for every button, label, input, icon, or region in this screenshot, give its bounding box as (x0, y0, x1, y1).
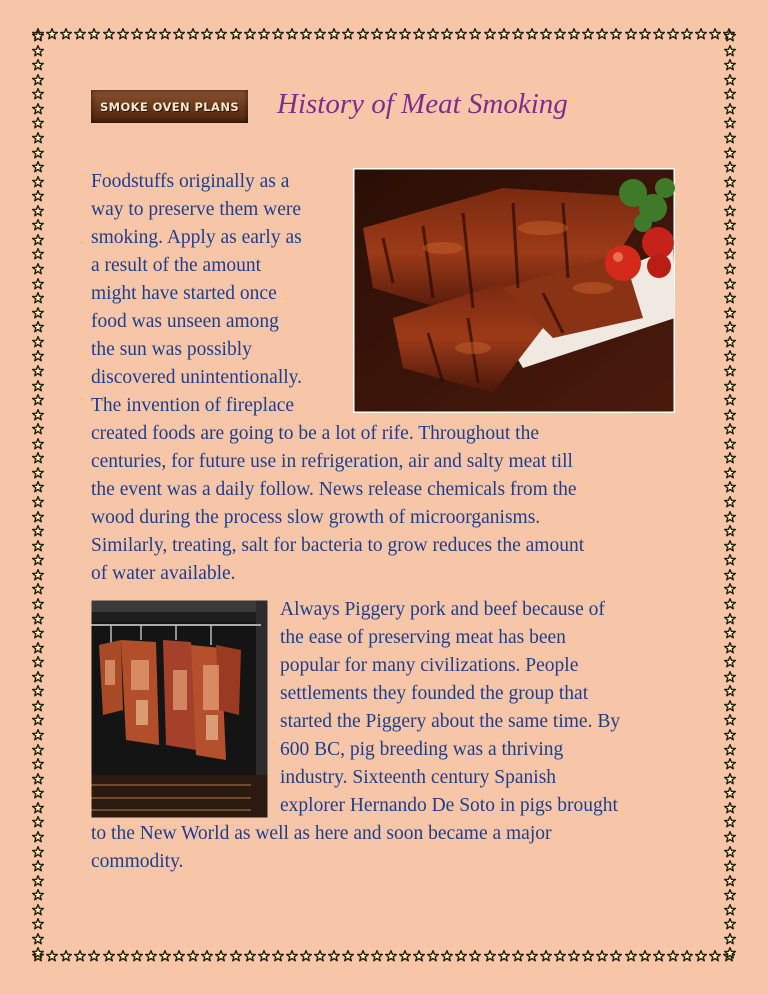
star-icon (484, 28, 496, 40)
star-icon (724, 700, 736, 712)
star-icon (724, 88, 736, 100)
star-icon (724, 554, 736, 566)
text-line: created foods are going to be a lot of rife. Throughout the (91, 423, 539, 444)
text-line: to the New World as well as here and soon became a major (91, 823, 552, 844)
star-icon (32, 88, 44, 100)
star-icon (32, 380, 44, 392)
star-icon (117, 28, 129, 40)
star-icon (427, 950, 439, 962)
star-icon (724, 467, 736, 479)
logo (91, 90, 248, 123)
star-icon (512, 28, 524, 40)
star-icon (399, 28, 411, 40)
star-icon (32, 103, 44, 115)
star-icon (724, 161, 736, 173)
star-icon (32, 292, 44, 304)
star-icon (32, 496, 44, 508)
star-icon (32, 714, 44, 726)
star-icon (88, 950, 100, 962)
star-icon (258, 950, 270, 962)
star-icon (32, 569, 44, 581)
star-icon (32, 59, 44, 71)
star-icon (724, 117, 736, 129)
star-icon (709, 28, 721, 40)
star-icon (244, 28, 256, 40)
text-line: a result of the amount (91, 255, 262, 276)
star-icon (526, 950, 538, 962)
star-icon (230, 28, 242, 40)
star-icon (610, 950, 622, 962)
star-icon (724, 613, 736, 625)
star-icon (145, 950, 157, 962)
text-line: might have started once (91, 283, 277, 304)
star-icon (32, 394, 44, 406)
star-icon (724, 671, 736, 683)
star-icon (32, 234, 44, 246)
star-icon (554, 950, 566, 962)
star-icon (32, 511, 44, 523)
star-icon (653, 28, 665, 40)
text-line: discovered unintentionally. (91, 367, 303, 388)
star-icon (32, 350, 44, 362)
star-icon (32, 773, 44, 785)
text-line: smoking. Apply as early as (91, 227, 302, 248)
star-icon (596, 950, 608, 962)
star-icon (724, 918, 736, 930)
star-icon (724, 685, 736, 697)
star-icon (32, 307, 44, 319)
star-icon (610, 28, 622, 40)
star-icon (187, 950, 199, 962)
star-icon (724, 59, 736, 71)
text-line: the sun was possibly (91, 339, 252, 360)
star-icon (159, 28, 171, 40)
star-icon (32, 365, 44, 377)
star-icon (724, 758, 736, 770)
star-icon (441, 950, 453, 962)
star-icon (32, 525, 44, 537)
star-icon (540, 28, 552, 40)
text-line: Foodstuffs originally as a (91, 171, 290, 192)
star-icon (60, 28, 72, 40)
star-icon (540, 950, 552, 962)
star-icon (32, 758, 44, 770)
star-icon (484, 950, 496, 962)
text-line: settlements they founded the group that (280, 683, 589, 704)
star-icon (32, 729, 44, 741)
star-icon (724, 904, 736, 916)
star-icon (724, 263, 736, 275)
star-icon (258, 28, 270, 40)
star-icon (554, 28, 566, 40)
star-icon (724, 729, 736, 741)
paragraph-2-wrapped (280, 596, 700, 820)
star-icon (230, 950, 242, 962)
star-icon (103, 950, 115, 962)
star-icon (455, 28, 467, 40)
text-line: popular for many civilizations. People (280, 655, 579, 676)
text-line: food was unseen among (91, 311, 279, 332)
star-icon (32, 467, 44, 479)
star-icon (272, 28, 284, 40)
star-icon (74, 28, 86, 40)
text-line: Similarly, treating, salt for bacteria to grow reduces the amount (91, 535, 585, 556)
star-icon (32, 904, 44, 916)
star-icon (32, 117, 44, 129)
star-icon (724, 933, 736, 945)
star-icon (60, 950, 72, 962)
star-icon (469, 28, 481, 40)
star-icon (724, 30, 736, 42)
star-icon (32, 147, 44, 159)
logo-text: SMOKE OVEN PLANS (99, 99, 240, 114)
star-icon (724, 219, 736, 231)
star-icon (667, 28, 679, 40)
star-icon (300, 950, 312, 962)
text-line: of water available. (91, 563, 236, 584)
star-icon (32, 656, 44, 668)
star-icon (724, 438, 736, 450)
star-icon (724, 147, 736, 159)
star-icon (32, 787, 44, 799)
star-icon (32, 875, 44, 887)
star-icon (117, 950, 129, 962)
star-icon (724, 656, 736, 668)
star-icon (272, 950, 284, 962)
star-icon (187, 28, 199, 40)
star-icon (32, 860, 44, 872)
star-icon (724, 74, 736, 86)
star-icon (32, 409, 44, 421)
star-icon (724, 773, 736, 785)
star-icon (173, 950, 185, 962)
star-icon (724, 569, 736, 581)
star-icon (32, 452, 44, 464)
star-icon (46, 28, 58, 40)
star-icon (498, 950, 510, 962)
star-icon (596, 28, 608, 40)
star-icon (724, 307, 736, 319)
star-icon (582, 28, 594, 40)
text-line: explorer Hernando De Soto in pigs brought (280, 795, 618, 816)
star-icon (32, 802, 44, 814)
star-icon (695, 950, 707, 962)
paragraph-1-wrapped (91, 168, 346, 420)
star-icon (724, 947, 736, 959)
star-icon (724, 321, 736, 333)
star-icon (695, 28, 707, 40)
text-line: way to preserve them were (91, 199, 302, 220)
star-icon (32, 744, 44, 756)
page-title: History of Meat Smoking (277, 88, 568, 120)
star-icon (441, 28, 453, 40)
star-icon (357, 950, 369, 962)
paragraph-1-full (91, 420, 711, 588)
star-icon (32, 132, 44, 144)
star-icon (32, 263, 44, 275)
star-icon (724, 714, 736, 726)
star-icon (653, 950, 665, 962)
star-icon (724, 846, 736, 858)
star-icon (286, 950, 298, 962)
star-icon (215, 28, 227, 40)
star-icon (300, 28, 312, 40)
star-icon (413, 950, 425, 962)
star-icon (399, 950, 411, 962)
star-icon (32, 889, 44, 901)
star-icon (32, 30, 44, 42)
star-icon (724, 380, 736, 392)
star-icon (724, 540, 736, 552)
star-icon (32, 831, 44, 843)
star-icon (159, 950, 171, 962)
star-icon (314, 950, 326, 962)
border-left (32, 30, 44, 960)
star-icon (724, 496, 736, 508)
text-line: The invention of fireplace (91, 395, 295, 416)
star-icon (32, 613, 44, 625)
star-icon (32, 918, 44, 930)
star-icon (724, 889, 736, 901)
border-right (724, 30, 736, 960)
star-icon (32, 321, 44, 333)
star-icon (32, 176, 44, 188)
star-icon (314, 28, 326, 40)
star-icon (32, 671, 44, 683)
star-icon (724, 336, 736, 348)
star-icon (724, 423, 736, 435)
star-icon (32, 540, 44, 552)
text-line: centuries, for future use in refrigeration, air and salty meat till (91, 451, 573, 472)
star-icon (328, 950, 340, 962)
star-icon (32, 700, 44, 712)
star-icon (568, 28, 580, 40)
star-icon (724, 103, 736, 115)
star-icon (201, 28, 213, 40)
star-icon (427, 28, 439, 40)
star-icon (385, 950, 397, 962)
star-icon (724, 642, 736, 654)
star-icon (32, 554, 44, 566)
star-icon (32, 423, 44, 435)
star-icon (469, 950, 481, 962)
smoker-photo (91, 600, 268, 818)
star-icon (32, 161, 44, 173)
star-icon (681, 950, 693, 962)
star-icon (215, 950, 227, 962)
star-icon (32, 481, 44, 493)
star-icon (526, 28, 538, 40)
star-icon (724, 278, 736, 290)
star-icon (32, 278, 44, 290)
star-icon (46, 950, 58, 962)
star-icon (371, 950, 383, 962)
text-line: 600 BC, pig breeding was a thriving (280, 739, 564, 760)
star-icon (32, 190, 44, 202)
text-line: the event was a daily follow. News release chemicals from the (91, 479, 577, 500)
ribs-photo (353, 168, 675, 413)
paragraph-2-full (91, 820, 711, 876)
star-icon (681, 28, 693, 40)
star-icon (724, 190, 736, 202)
star-icon (724, 350, 736, 362)
star-icon (342, 950, 354, 962)
star-icon (32, 336, 44, 348)
star-icon (724, 394, 736, 406)
star-icon (131, 950, 143, 962)
star-icon (724, 860, 736, 872)
star-icon (724, 176, 736, 188)
star-icon (32, 205, 44, 217)
star-icon (32, 627, 44, 639)
text-line: started the Piggery about the same time. By (280, 711, 621, 732)
star-icon (709, 950, 721, 962)
star-icon (32, 642, 44, 654)
star-icon (724, 525, 736, 537)
text-line: commodity. (91, 851, 184, 872)
star-icon (385, 28, 397, 40)
text-line: the ease of preserving meat has been (280, 627, 566, 648)
star-icon (371, 28, 383, 40)
star-icon (724, 787, 736, 799)
star-icon (103, 28, 115, 40)
star-icon (32, 933, 44, 945)
star-icon (32, 438, 44, 450)
star-icon (724, 511, 736, 523)
star-icon (724, 234, 736, 246)
star-icon (724, 627, 736, 639)
star-icon (724, 205, 736, 217)
star-icon (32, 846, 44, 858)
star-icon (639, 28, 651, 40)
star-icon (413, 28, 425, 40)
star-icon (32, 685, 44, 697)
star-icon (286, 28, 298, 40)
star-icon (724, 481, 736, 493)
star-icon (625, 28, 637, 40)
star-icon (32, 947, 44, 959)
star-icon (32, 583, 44, 595)
star-icon (131, 28, 143, 40)
star-icon (32, 816, 44, 828)
star-icon (724, 132, 736, 144)
star-icon (724, 45, 736, 57)
star-icon (724, 365, 736, 377)
star-icon (724, 875, 736, 887)
star-icon (724, 292, 736, 304)
star-icon (724, 452, 736, 464)
star-icon (88, 28, 100, 40)
star-icon (455, 950, 467, 962)
star-icon (357, 28, 369, 40)
text-line: Always Piggery pork and beef because of (280, 599, 605, 620)
star-icon (32, 74, 44, 86)
star-icon (498, 28, 510, 40)
star-icon (328, 28, 340, 40)
star-icon (639, 950, 651, 962)
star-icon (32, 248, 44, 260)
star-icon (667, 950, 679, 962)
border-top (0, 28, 768, 40)
star-icon (342, 28, 354, 40)
star-icon (582, 950, 594, 962)
border-bottom (0, 950, 768, 962)
star-icon (724, 248, 736, 260)
star-icon (724, 409, 736, 421)
star-icon (173, 28, 185, 40)
star-icon (32, 219, 44, 231)
star-icon (724, 583, 736, 595)
star-icon (244, 950, 256, 962)
text-line: wood during the process slow growth of microorganisms. (91, 507, 541, 528)
star-icon (512, 950, 524, 962)
star-icon (145, 28, 157, 40)
star-icon (724, 744, 736, 756)
star-icon (724, 598, 736, 610)
star-icon (568, 950, 580, 962)
star-icon (201, 950, 213, 962)
text-line: industry. Sixteenth century Spanish (280, 767, 557, 788)
star-icon (625, 950, 637, 962)
star-icon (724, 816, 736, 828)
star-icon (32, 45, 44, 57)
star-icon (724, 802, 736, 814)
star-icon (74, 950, 86, 962)
star-icon (32, 598, 44, 610)
star-icon (724, 831, 736, 843)
